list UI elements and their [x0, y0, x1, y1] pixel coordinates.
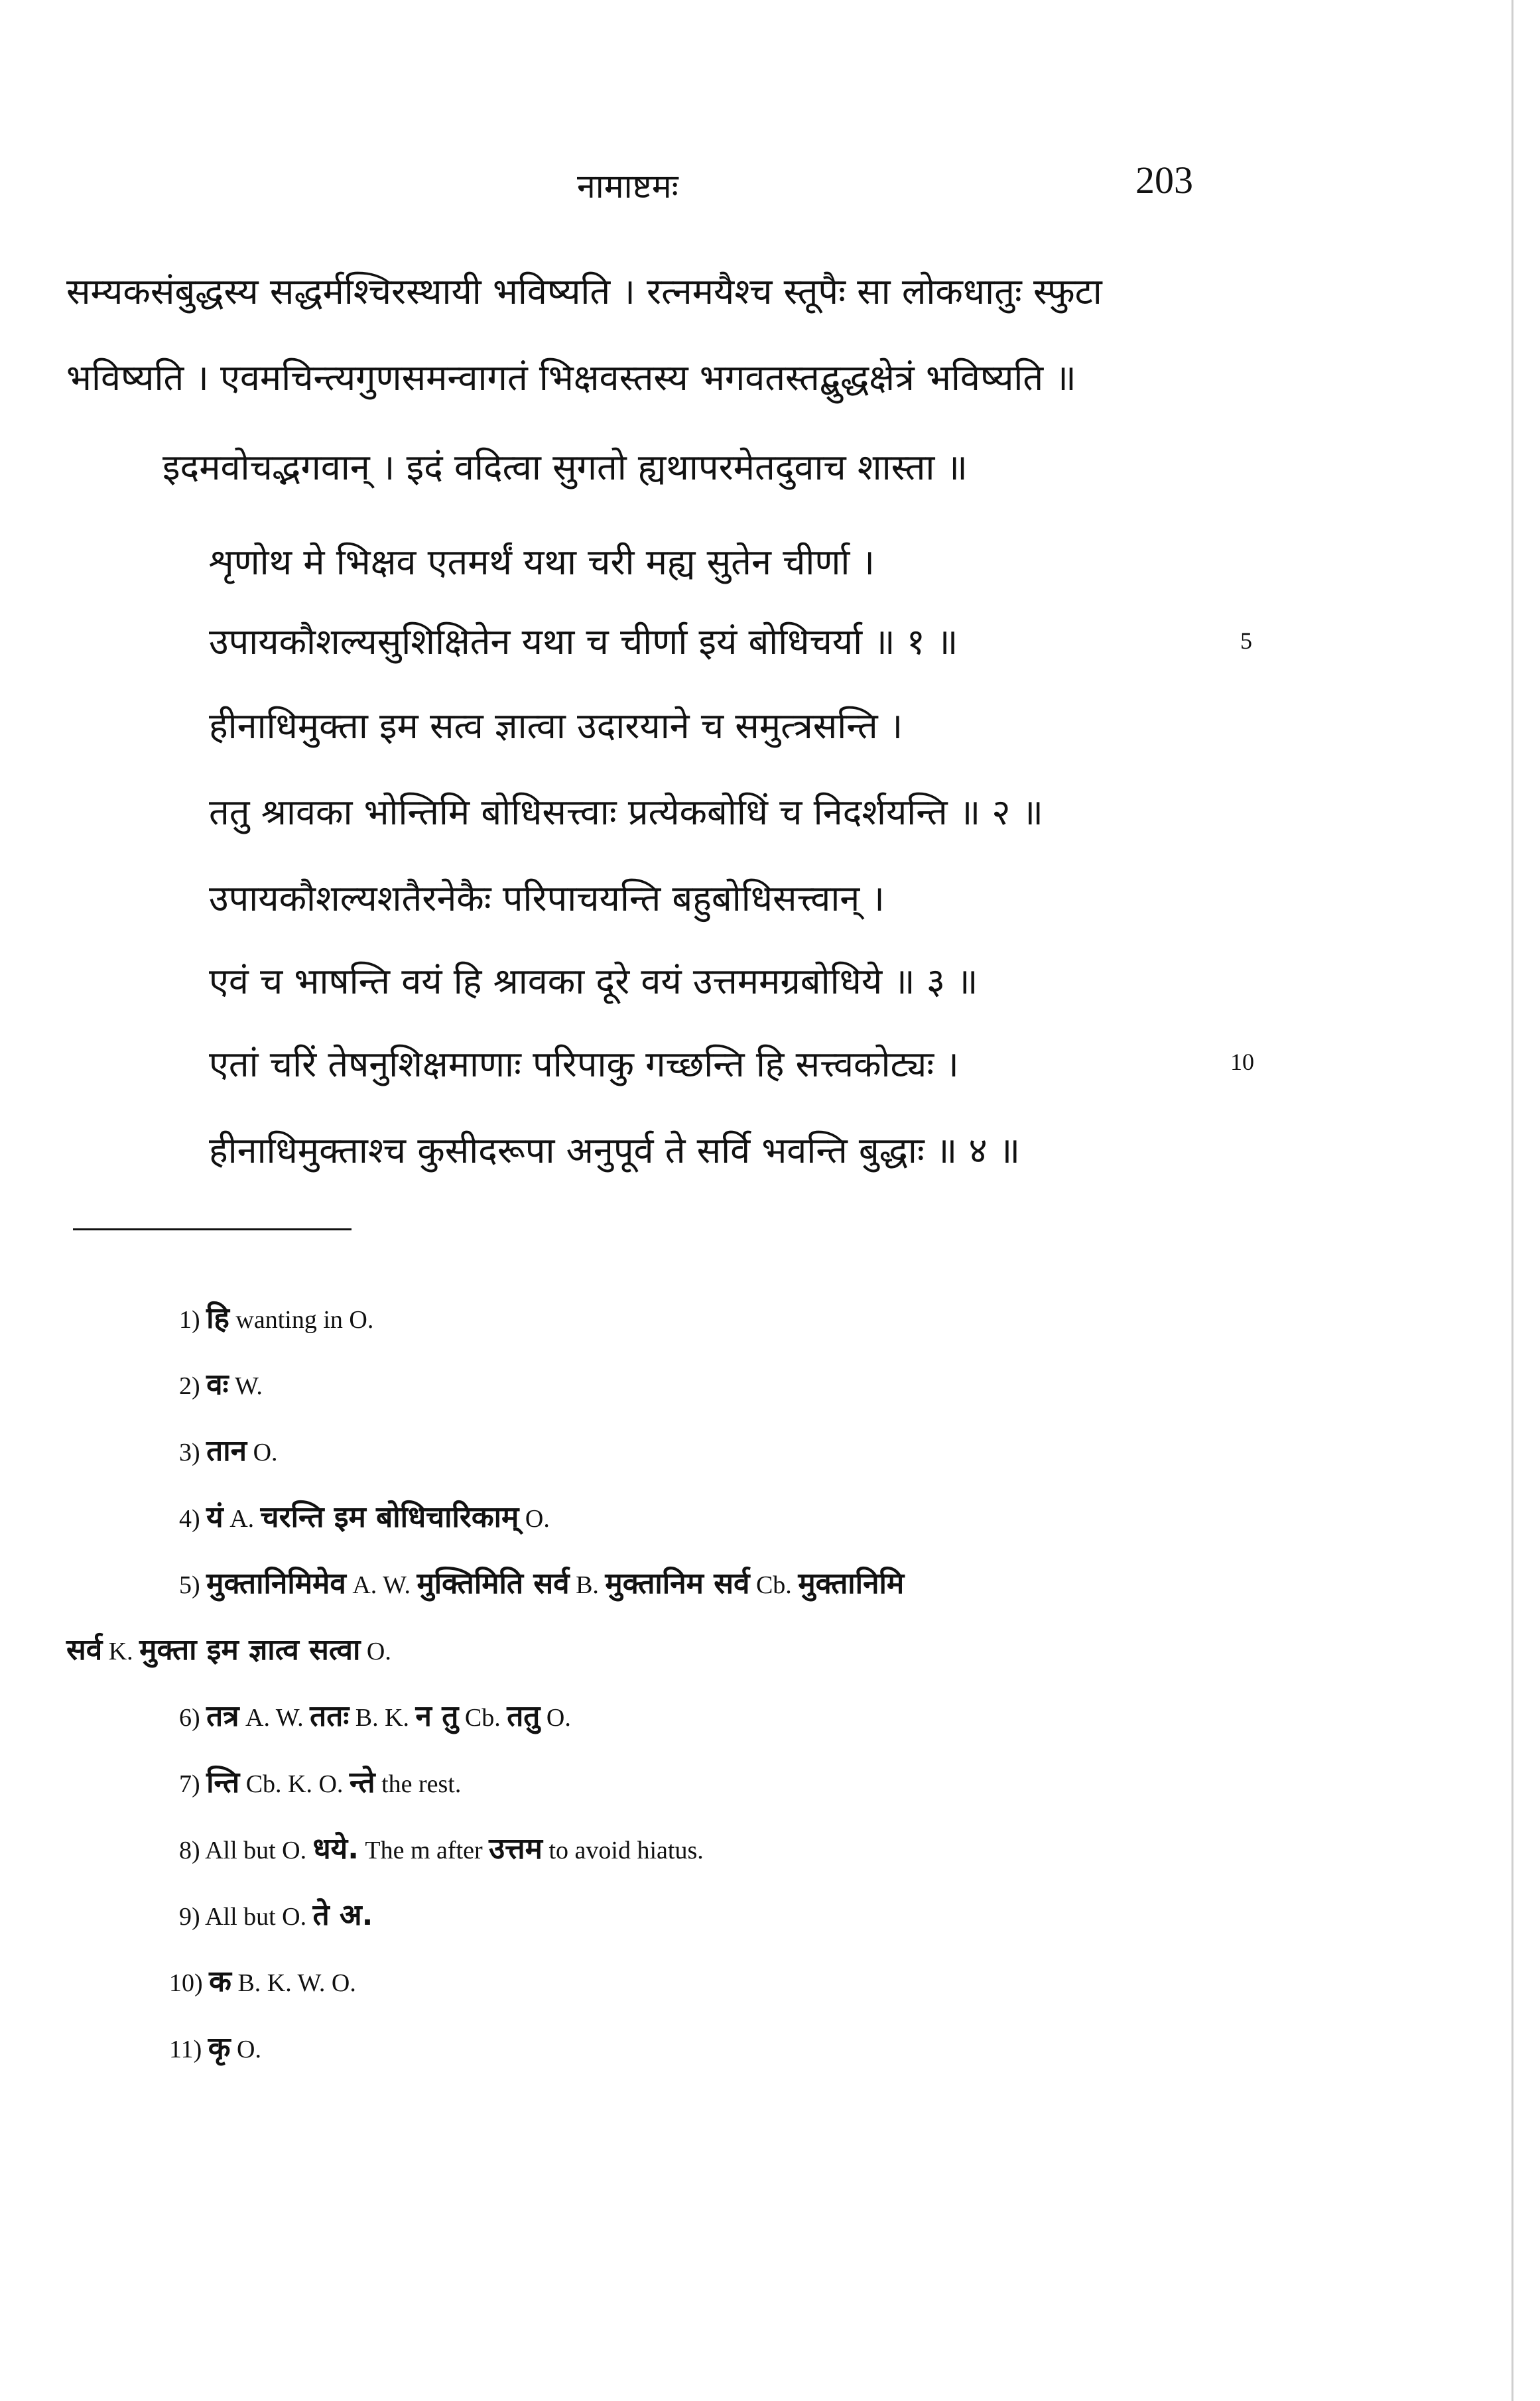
verse-line: शृणोथ मे भिक्षव एतमर्थं यथा चरी मह्य सुतेन चीर्णा । — [209, 541, 875, 583]
verse-line: एतां चरिं तेषनुशिक्षमाणाः परिपाकु गच्छन्ति हि सत्त्वकोट्यः । — [209, 1043, 959, 1085]
verse-line: हीनाधिमुक्ताश्च कुसीदरूपा अनुपूर्व ते सर्वि भवन्ति बुद्धाः ॥ ४ ॥ — [209, 1130, 1021, 1171]
footnote-text: O. — [247, 1439, 278, 1466]
verse-line: हीनाधिमुक्ता इम सत्व ज्ञात्वा उदारयाने च समुत्त्रसन्ति । — [209, 705, 903, 747]
footnote-text: O. — [540, 1704, 571, 1732]
footnote-devanagari: सर्व — [66, 1633, 103, 1667]
footnote-7 — [179, 1761, 461, 1801]
footnote-text: All but O. — [205, 1903, 313, 1931]
running-header: नामाष्टमः — [577, 167, 678, 206]
footnote-number: 6) — [179, 1704, 200, 1732]
footnote-devanagari: न तु — [415, 1699, 459, 1733]
footnote-10 — [169, 1960, 356, 2000]
footnote-devanagari: ततु — [507, 1699, 541, 1733]
footnote-8 — [179, 1827, 704, 1867]
footnote-text: wanting in O. — [229, 1306, 374, 1334]
footnote-devanagari: मुक्तानिम सर्व — [605, 1567, 750, 1600]
footnote-devanagari: ततः — [310, 1699, 350, 1733]
footnote-devanagari: तत्र — [206, 1699, 239, 1733]
footnote-5-continued — [66, 1628, 391, 1668]
footnote-2 — [179, 1363, 263, 1403]
page-number: 203 — [1135, 159, 1193, 202]
footnote-text: A. — [223, 1505, 261, 1533]
footnote-3 — [179, 1429, 278, 1469]
footnote-devanagari: तान — [206, 1434, 247, 1468]
footnote-text: The m after — [358, 1837, 489, 1864]
footnote-text: Cb. K. O. — [239, 1770, 350, 1798]
scan-edge-line — [1511, 0, 1513, 2401]
footnote-devanagari: उत्तम — [489, 1832, 543, 1866]
footnote-devanagari: चरन्ति इम बोधिचारिकाम् — [260, 1500, 519, 1534]
verse-line: ततु श्रावका भोन्तिमि बोधिसत्त्वाः प्रत्येकबोधिं च निदर्शयन्ति ॥ २ ॥ — [209, 791, 1043, 833]
footnote-4 — [179, 1496, 550, 1535]
prose-line-2: भविष्यति । एवमचिन्त्यगुणसमन्वागतं भिक्षवस्तस्य भगवतस्तद्बुद्धक्षेत्रं भविष्यति ॥ — [66, 357, 1076, 399]
footnote-number: 4) — [179, 1505, 200, 1533]
footnote-devanagari: मुक्तिमिति सर्व — [417, 1567, 570, 1600]
footnote-text: W. — [228, 1372, 263, 1400]
footnote-devanagari: यं — [206, 1500, 224, 1534]
footnote-text: O. — [519, 1505, 550, 1533]
footnote-text: O. — [360, 1638, 391, 1665]
footnote-text: B. — [569, 1571, 606, 1599]
footnote-number: 5) — [179, 1571, 200, 1599]
footnote-5 — [179, 1562, 904, 1602]
footnote-number: 8) — [179, 1837, 200, 1864]
footnote-text: O. — [230, 2036, 261, 2063]
verse-intro: इदमवोचद्भगवान् । इदं वदित्वा सुगतो ह्यथापरमेतदुवाच शास्ता ॥ — [162, 446, 968, 488]
footnote-text: A. W. — [346, 1571, 417, 1599]
footnote-devanagari: मुक्ता इम ज्ञात्व सत्वा — [139, 1633, 361, 1667]
footnote-text: Cb. — [749, 1571, 799, 1599]
footnote-text: A. W. — [239, 1704, 310, 1732]
footnote-devanagari: मुक्तानिमिमेव — [206, 1567, 346, 1600]
footnote-text: All but O. — [205, 1837, 313, 1864]
footnote-devanagari: धये. — [312, 1832, 359, 1866]
footnote-devanagari: ते अ. — [312, 1898, 373, 1932]
verse-line: उपायकौशल्यसुशिक्षितेन यथा च चीर्णा इयं बोधिचर्या ॥ १ ॥ — [209, 621, 958, 663]
footnote-number: 10) — [169, 1969, 203, 1997]
footnote-text: to avoid hiatus. — [542, 1837, 704, 1864]
footnote-number: 11) — [169, 2036, 202, 2063]
footnote-number: 2) — [179, 1372, 200, 1400]
footnote-number: 7) — [179, 1770, 200, 1798]
footnote-devanagari: वः — [206, 1368, 229, 1401]
footnote-devanagari: न्ते — [349, 1766, 375, 1799]
footnote-text: the rest. — [375, 1770, 462, 1798]
footnote-number: 1) — [179, 1306, 200, 1334]
footnote-text: B. K. — [349, 1704, 416, 1732]
footnote-devanagari: मुक्तानिमि — [798, 1567, 905, 1600]
footnote-text: Cb. — [458, 1704, 507, 1732]
footnote-text: K. — [102, 1638, 140, 1665]
footnote-number: 9) — [179, 1903, 200, 1931]
footnote-text: B. K. W. O. — [231, 1969, 356, 1997]
footnote-devanagari: कृ — [208, 2031, 231, 2065]
footnote-divider — [73, 1228, 352, 1230]
footnote-devanagari: क — [209, 1965, 231, 1998]
line-number: 10 — [1230, 1049, 1254, 1075]
verse-line: उपायकौशल्यशतैरनेकैः परिपाचयन्ति बहुबोधिसत्त्वान् । — [209, 877, 885, 919]
line-number: 5 — [1240, 627, 1252, 654]
footnote-9 — [179, 1894, 373, 1933]
verse-line: एवं च भाषन्ति वयं हि श्रावका दूरे वयं उत्तममग्रबोधिये ॥ ३ ॥ — [209, 960, 978, 1002]
footnote-1 — [179, 1297, 373, 1336]
footnote-devanagari: न्ति — [206, 1766, 240, 1799]
footnote-11 — [169, 2026, 261, 2066]
prose-line-1: सम्यकसंबुद्धस्य सद्धर्मश्चिरस्थायी भविष्यति । रत्नमयैश्च स्तूपैः सा लोकधातुः स्फुटा — [66, 271, 1102, 312]
footnote-devanagari: हि — [206, 1301, 229, 1335]
footnote-number: 3) — [179, 1439, 200, 1466]
footnote-6 — [179, 1695, 571, 1734]
